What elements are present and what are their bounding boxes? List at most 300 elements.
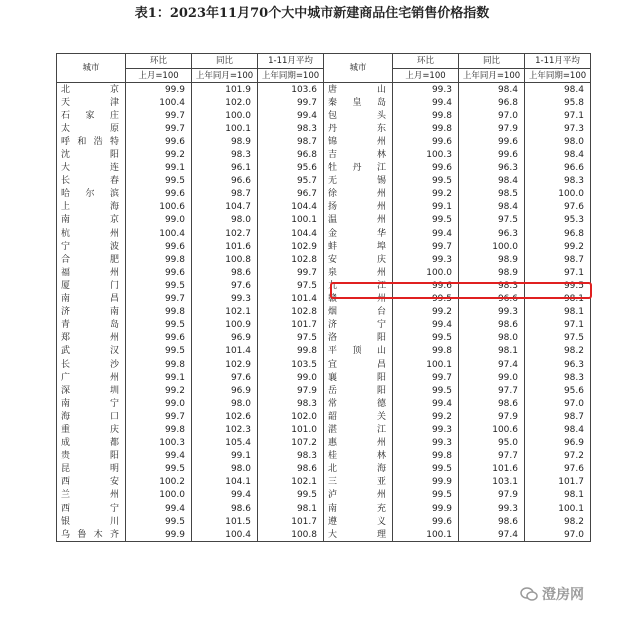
left-yoy-value: 96.6 [192, 175, 258, 188]
left-avg-value: 99.4 [258, 109, 324, 122]
right-city-name: 温州 [324, 214, 393, 227]
table-row [57, 450, 591, 463]
right-avg-value: 97.6 [525, 201, 591, 214]
left-avg-value: 97.5 [258, 279, 324, 292]
left-city-name: 兰州 [57, 489, 126, 502]
right-avg-value: 98.7 [525, 253, 591, 266]
right-city-name: 金华 [324, 227, 393, 240]
header-yoy-left: 同比 [192, 54, 258, 69]
right-city-name: 南充 [324, 502, 393, 515]
left-avg-value: 101.4 [258, 293, 324, 306]
left-yoy-value: 101.9 [192, 83, 258, 97]
right-yoy-value: 98.9 [459, 253, 525, 266]
left-yoy-value: 97.6 [192, 279, 258, 292]
left-mom-value: 99.5 [126, 279, 192, 292]
right-city-name: 桂林 [324, 450, 393, 463]
right-yoy-value: 99.3 [459, 502, 525, 515]
right-yoy-value: 98.4 [459, 201, 525, 214]
right-avg-value: 100.0 [525, 188, 591, 201]
header-avg-left: 1-11月平均 [258, 54, 324, 69]
right-yoy-value: 98.1 [459, 345, 525, 358]
right-yoy-value: 97.9 [459, 122, 525, 135]
right-city-name: 赣州 [324, 293, 393, 306]
right-city-name: 锦州 [324, 135, 393, 148]
table-row [57, 135, 591, 148]
left-city-name: 哈尔滨 [57, 188, 126, 201]
watermark-text: 澄房网 [542, 587, 584, 603]
left-yoy-value: 104.7 [192, 201, 258, 214]
right-avg-value: 98.1 [525, 293, 591, 306]
wechat-icon [520, 587, 538, 601]
right-yoy-value: 96.3 [459, 162, 525, 175]
left-city-name: 南宁 [57, 397, 126, 410]
right-mom-value: 99.4 [393, 96, 459, 109]
table-row [57, 410, 591, 423]
table-row [57, 83, 591, 97]
left-yoy-value: 102.6 [192, 410, 258, 423]
left-yoy-value: 101.6 [192, 240, 258, 253]
watermark [520, 584, 584, 604]
right-yoy-value: 98.4 [459, 83, 525, 97]
right-yoy-value: 97.9 [459, 489, 525, 502]
right-avg-value: 98.4 [525, 423, 591, 436]
header-mom-base-right: 上月=100 [393, 69, 459, 83]
left-city-name: 北京 [57, 83, 126, 97]
right-mom-value: 99.7 [393, 240, 459, 253]
right-yoy-value: 103.1 [459, 476, 525, 489]
right-yoy-value: 97.4 [459, 358, 525, 371]
left-mom-value: 99.4 [126, 450, 192, 463]
table-row [57, 175, 591, 188]
right-yoy-value: 99.3 [459, 306, 525, 319]
left-city-name: 宁波 [57, 240, 126, 253]
left-avg-value: 99.8 [258, 345, 324, 358]
right-avg-value: 100.1 [525, 502, 591, 515]
left-avg-value: 100.8 [258, 528, 324, 542]
left-avg-value: 97.9 [258, 384, 324, 397]
right-avg-value: 95.8 [525, 96, 591, 109]
right-mom-value: 99.5 [393, 463, 459, 476]
table-row [57, 463, 591, 476]
right-avg-value: 98.7 [525, 410, 591, 423]
right-avg-value: 97.6 [525, 463, 591, 476]
right-city-name: 洛阳 [324, 332, 393, 345]
right-yoy-value: 98.4 [459, 175, 525, 188]
left-avg-value: 102.9 [258, 240, 324, 253]
right-yoy-value: 96.3 [459, 227, 525, 240]
left-mom-value: 99.0 [126, 397, 192, 410]
left-city-name: 银川 [57, 515, 126, 528]
left-mom-value: 100.3 [126, 437, 192, 450]
header-yoy-base-right: 上年同月=100 [459, 69, 525, 83]
right-yoy-value: 95.0 [459, 437, 525, 450]
table-row [57, 148, 591, 161]
header-avg-base-right: 上年同期=100 [525, 69, 591, 83]
right-city-name: 吉林 [324, 148, 393, 161]
left-yoy-value: 98.0 [192, 214, 258, 227]
right-yoy-value: 98.9 [459, 266, 525, 279]
left-city-name: 贵阳 [57, 450, 126, 463]
left-city-name: 杭州 [57, 227, 126, 240]
right-mom-value: 99.6 [393, 135, 459, 148]
table-row [57, 423, 591, 436]
right-mom-value: 99.5 [393, 214, 459, 227]
left-avg-value: 98.6 [258, 463, 324, 476]
left-mom-value: 99.0 [126, 214, 192, 227]
right-city-name: 秦皇岛 [324, 96, 393, 109]
left-yoy-value: 102.7 [192, 227, 258, 240]
left-city-name: 上海 [57, 201, 126, 214]
left-city-name: 天津 [57, 96, 126, 109]
left-mom-value: 99.6 [126, 332, 192, 345]
left-mom-value: 99.8 [126, 358, 192, 371]
left-mom-value: 99.9 [126, 528, 192, 542]
left-yoy-value: 98.7 [192, 188, 258, 201]
right-yoy-value: 99.6 [459, 135, 525, 148]
left-mom-value: 99.8 [126, 423, 192, 436]
left-avg-value: 97.5 [258, 332, 324, 345]
right-city-name: 包头 [324, 109, 393, 122]
header-city-left: 城市 [57, 54, 126, 83]
left-avg-value: 96.7 [258, 188, 324, 201]
right-avg-value: 99.2 [525, 240, 591, 253]
right-mom-value: 99.4 [393, 319, 459, 332]
right-city-name: 唐山 [324, 83, 393, 97]
right-avg-value: 96.3 [525, 358, 591, 371]
left-yoy-value: 98.6 [192, 266, 258, 279]
left-city-name: 沈阳 [57, 148, 126, 161]
table-row [57, 240, 591, 253]
right-city-name: 丹东 [324, 122, 393, 135]
table-row [57, 528, 591, 542]
left-avg-value: 98.3 [258, 450, 324, 463]
right-city-name: 泉州 [324, 266, 393, 279]
table-row [57, 332, 591, 345]
left-avg-value: 99.5 [258, 489, 324, 502]
left-yoy-value: 105.4 [192, 437, 258, 450]
left-yoy-value: 98.3 [192, 148, 258, 161]
right-mom-value: 99.9 [393, 502, 459, 515]
left-mom-value: 99.6 [126, 135, 192, 148]
left-yoy-value: 98.0 [192, 463, 258, 476]
table-row [57, 319, 591, 332]
left-mom-value: 99.7 [126, 109, 192, 122]
right-yoy-value: 100.6 [459, 423, 525, 436]
left-city-name: 深圳 [57, 384, 126, 397]
table-row [57, 227, 591, 240]
left-city-name: 成都 [57, 437, 126, 450]
right-yoy-value: 97.4 [459, 528, 525, 542]
right-mom-value: 99.6 [393, 162, 459, 175]
right-yoy-value: 98.6 [459, 515, 525, 528]
left-avg-value: 95.6 [258, 162, 324, 175]
left-yoy-value: 101.5 [192, 515, 258, 528]
right-yoy-value: 97.0 [459, 109, 525, 122]
right-mom-value: 99.9 [393, 476, 459, 489]
left-mom-value: 99.7 [126, 293, 192, 306]
header-mom-left: 环比 [126, 54, 192, 69]
left-mom-value: 99.1 [126, 371, 192, 384]
left-yoy-value: 100.1 [192, 122, 258, 135]
left-mom-value: 99.7 [126, 122, 192, 135]
right-avg-value: 99.5 [525, 279, 591, 292]
right-avg-value: 97.1 [525, 109, 591, 122]
left-city-name: 福州 [57, 266, 126, 279]
left-mom-value: 99.8 [126, 253, 192, 266]
left-yoy-value: 96.9 [192, 332, 258, 345]
right-yoy-value: 99.0 [459, 371, 525, 384]
right-city-name: 烟台 [324, 306, 393, 319]
left-city-name: 南昌 [57, 293, 126, 306]
left-city-name: 济南 [57, 306, 126, 319]
right-yoy-value: 98.5 [459, 188, 525, 201]
left-city-name: 广州 [57, 371, 126, 384]
left-city-name: 长春 [57, 175, 126, 188]
left-mom-value: 99.6 [126, 240, 192, 253]
right-mom-value: 99.2 [393, 306, 459, 319]
right-city-name: 牡丹江 [324, 162, 393, 175]
table-row [57, 515, 591, 528]
left-yoy-value: 100.9 [192, 319, 258, 332]
right-yoy-value: 98.0 [459, 332, 525, 345]
right-avg-value: 98.3 [525, 175, 591, 188]
left-city-name: 乌鲁木齐 [57, 528, 126, 542]
table-row [57, 188, 591, 201]
right-city-name: 遵义 [324, 515, 393, 528]
right-mom-value: 99.8 [393, 109, 459, 122]
left-city-name: 大连 [57, 162, 126, 175]
header-avg-right: 1-11月平均 [525, 54, 591, 69]
right-mom-value: 99.8 [393, 345, 459, 358]
right-avg-value: 97.1 [525, 319, 591, 332]
right-mom-value: 99.5 [393, 384, 459, 397]
left-avg-value: 98.3 [258, 122, 324, 135]
left-mom-value: 99.2 [126, 148, 192, 161]
right-avg-value: 95.6 [525, 384, 591, 397]
right-yoy-value: 96.6 [459, 293, 525, 306]
table-row [57, 489, 591, 502]
right-avg-value: 96.9 [525, 437, 591, 450]
left-avg-value: 98.3 [258, 397, 324, 410]
header-yoy-right: 同比 [459, 54, 525, 69]
left-mom-value: 99.5 [126, 175, 192, 188]
right-yoy-value: 96.8 [459, 96, 525, 109]
left-yoy-value: 99.4 [192, 489, 258, 502]
left-city-name: 昆明 [57, 463, 126, 476]
left-city-name: 太原 [57, 122, 126, 135]
left-city-name: 石家庄 [57, 109, 126, 122]
left-city-name: 呼和浩特 [57, 135, 126, 148]
right-mom-value: 99.4 [393, 227, 459, 240]
left-yoy-value: 96.1 [192, 162, 258, 175]
right-city-name: 宜昌 [324, 358, 393, 371]
right-city-name: 襄阳 [324, 371, 393, 384]
right-city-name: 济宁 [324, 319, 393, 332]
right-mom-value: 99.3 [393, 423, 459, 436]
right-mom-value: 99.3 [393, 83, 459, 97]
table-row [57, 502, 591, 515]
left-mom-value: 99.7 [126, 410, 192, 423]
right-mom-value: 99.2 [393, 188, 459, 201]
left-city-name: 武汉 [57, 345, 126, 358]
left-avg-value: 95.7 [258, 175, 324, 188]
header-city-right: 城市 [324, 54, 393, 83]
left-yoy-value: 99.1 [192, 450, 258, 463]
left-avg-value: 102.0 [258, 410, 324, 423]
left-avg-value: 107.2 [258, 437, 324, 450]
left-city-name: 海口 [57, 410, 126, 423]
header-avg-base-left: 上年同期=100 [258, 69, 324, 83]
right-avg-value: 98.3 [525, 371, 591, 384]
left-mom-value: 100.4 [126, 96, 192, 109]
right-mom-value: 99.5 [393, 332, 459, 345]
right-avg-value: 95.3 [525, 214, 591, 227]
left-city-name: 郑州 [57, 332, 126, 345]
left-mom-value: 99.4 [126, 502, 192, 515]
right-mom-value: 99.1 [393, 201, 459, 214]
right-avg-value: 98.2 [525, 515, 591, 528]
right-city-name: 无锡 [324, 175, 393, 188]
right-city-name: 九江 [324, 279, 393, 292]
right-yoy-value: 101.6 [459, 463, 525, 476]
right-avg-value: 97.3 [525, 122, 591, 135]
left-avg-value: 99.0 [258, 371, 324, 384]
left-avg-value: 101.7 [258, 319, 324, 332]
right-city-name: 湛江 [324, 423, 393, 436]
left-avg-value: 101.7 [258, 515, 324, 528]
left-mom-value: 99.5 [126, 515, 192, 528]
right-yoy-value: 97.5 [459, 214, 525, 227]
right-avg-value: 97.0 [525, 397, 591, 410]
left-yoy-value: 101.4 [192, 345, 258, 358]
right-yoy-value: 97.9 [459, 410, 525, 423]
left-mom-value: 99.8 [126, 306, 192, 319]
left-avg-value: 96.8 [258, 148, 324, 161]
table-row [57, 109, 591, 122]
left-avg-value: 104.4 [258, 227, 324, 240]
left-avg-value: 104.4 [258, 201, 324, 214]
right-mom-value: 99.6 [393, 279, 459, 292]
left-yoy-value: 100.0 [192, 109, 258, 122]
left-avg-value: 101.0 [258, 423, 324, 436]
left-mom-value: 100.6 [126, 201, 192, 214]
right-city-name: 平顶山 [324, 345, 393, 358]
table-row [57, 96, 591, 109]
left-mom-value: 100.0 [126, 489, 192, 502]
right-mom-value: 99.6 [393, 515, 459, 528]
table-row [57, 266, 591, 279]
left-yoy-value: 100.4 [192, 528, 258, 542]
right-city-name: 扬州 [324, 201, 393, 214]
left-mom-value: 100.4 [126, 227, 192, 240]
left-city-name: 西宁 [57, 502, 126, 515]
right-mom-value: 99.5 [393, 489, 459, 502]
left-avg-value: 99.7 [258, 266, 324, 279]
right-mom-value: 100.1 [393, 528, 459, 542]
left-avg-value: 102.8 [258, 253, 324, 266]
right-avg-value: 98.4 [525, 148, 591, 161]
left-yoy-value: 104.1 [192, 476, 258, 489]
left-city-name: 青岛 [57, 319, 126, 332]
right-city-name: 大理 [324, 528, 393, 542]
left-yoy-value: 102.0 [192, 96, 258, 109]
left-mom-value: 100.2 [126, 476, 192, 489]
left-mom-value: 99.6 [126, 266, 192, 279]
left-mom-value: 99.6 [126, 188, 192, 201]
right-yoy-value: 97.7 [459, 384, 525, 397]
right-avg-value: 96.8 [525, 227, 591, 240]
right-avg-value: 97.1 [525, 266, 591, 279]
right-city-name: 安庆 [324, 253, 393, 266]
left-avg-value: 103.5 [258, 358, 324, 371]
table-title: 表1：2023年11月70个大中城市新建商品住宅销售价格指数 [134, 6, 490, 21]
right-avg-value: 98.1 [525, 489, 591, 502]
right-mom-value: 99.3 [393, 253, 459, 266]
left-avg-value: 103.6 [258, 83, 324, 97]
left-yoy-value: 98.0 [192, 397, 258, 410]
right-city-name: 常德 [324, 397, 393, 410]
table-row [57, 306, 591, 319]
left-city-name: 合肥 [57, 253, 126, 266]
right-avg-value: 98.4 [525, 83, 591, 97]
right-yoy-value: 98.6 [459, 397, 525, 410]
right-city-name: 惠州 [324, 437, 393, 450]
right-avg-value: 97.0 [525, 528, 591, 542]
right-avg-value: 96.6 [525, 162, 591, 175]
left-city-name: 南京 [57, 214, 126, 227]
left-avg-value: 102.8 [258, 306, 324, 319]
left-yoy-value: 100.8 [192, 253, 258, 266]
left-yoy-value: 96.9 [192, 384, 258, 397]
right-mom-value: 99.2 [393, 410, 459, 423]
right-city-name: 徐州 [324, 188, 393, 201]
right-mom-value: 99.3 [393, 437, 459, 450]
right-mom-value: 100.1 [393, 358, 459, 371]
left-yoy-value: 98.6 [192, 502, 258, 515]
table-row [57, 253, 591, 266]
header-mom-base-left: 上月=100 [126, 69, 192, 83]
table-row [57, 214, 591, 227]
table-body [57, 83, 591, 542]
right-yoy-value: 98.6 [459, 319, 525, 332]
right-mom-value: 99.8 [393, 450, 459, 463]
left-yoy-value: 97.6 [192, 371, 258, 384]
table-row [57, 371, 591, 384]
right-mom-value: 99.5 [393, 293, 459, 306]
left-yoy-value: 98.9 [192, 135, 258, 148]
left-city-name: 厦门 [57, 279, 126, 292]
right-avg-value: 98.1 [525, 306, 591, 319]
left-avg-value: 98.1 [258, 502, 324, 515]
left-avg-value: 100.1 [258, 214, 324, 227]
table-row [57, 397, 591, 410]
left-avg-value: 98.7 [258, 135, 324, 148]
right-city-name: 泸州 [324, 489, 393, 502]
right-mom-value: 99.4 [393, 397, 459, 410]
left-yoy-value: 102.1 [192, 306, 258, 319]
table-row [57, 201, 591, 214]
table-row [57, 122, 591, 135]
right-city-name: 蚌埠 [324, 240, 393, 253]
table-row [57, 437, 591, 450]
right-mom-value: 99.8 [393, 122, 459, 135]
right-city-name: 北海 [324, 463, 393, 476]
right-mom-value: 100.3 [393, 148, 459, 161]
left-avg-value: 102.1 [258, 476, 324, 489]
right-avg-value: 97.2 [525, 450, 591, 463]
table-row [57, 358, 591, 371]
left-yoy-value: 102.9 [192, 358, 258, 371]
